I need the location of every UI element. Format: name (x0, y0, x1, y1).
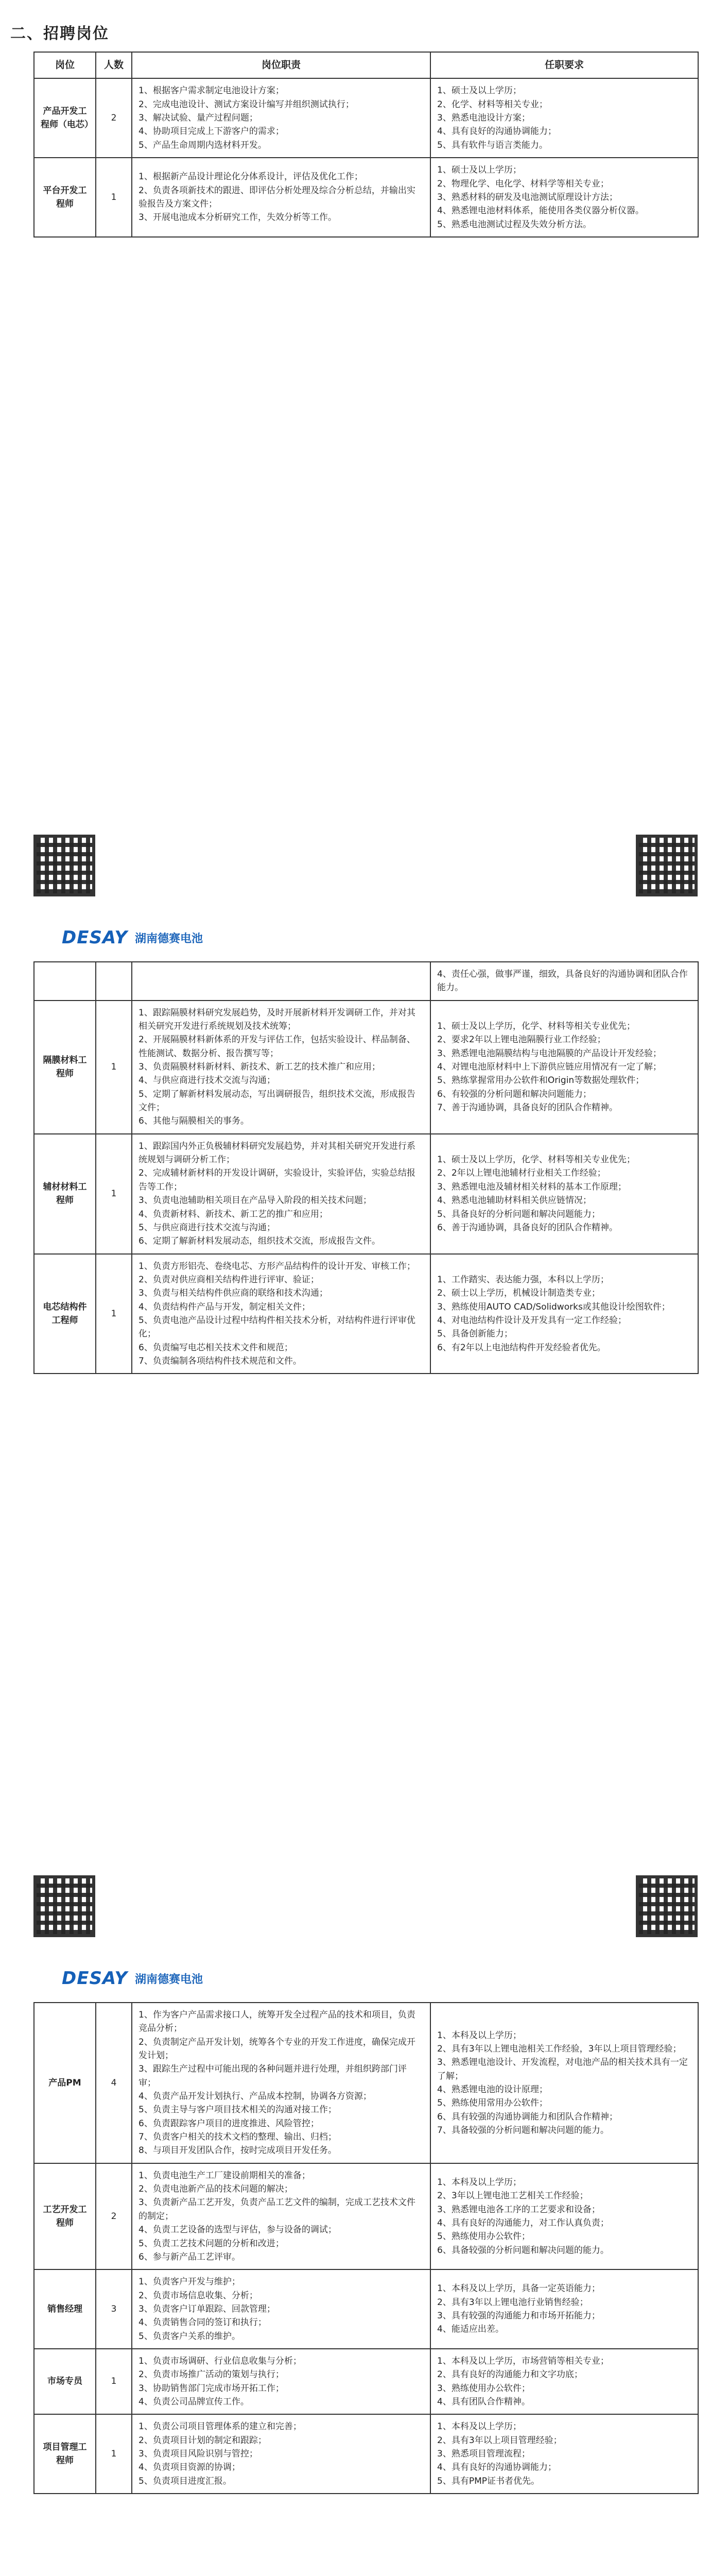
table-row (34, 2003, 698, 2163)
requirement-line: 4、能适应出差。 (437, 2324, 504, 2335)
section-title-positions: 二、招聘岗位 (10, 25, 109, 43)
continued-requirements (430, 962, 698, 1001)
duties-cell (132, 1001, 430, 1134)
logo-word: DESAY (62, 927, 128, 948)
requirement-line: 4、责任心强，做事严谨，细致，具备良好的沟通协调和团队合作能力。 (437, 969, 688, 993)
duty-line: 1、根据客户需求制定电池设计方案； (138, 86, 284, 96)
requirement-line: 7、具备较强的分析问题和解决问题的能力。 (437, 2125, 609, 2136)
duty-line: 2、负责市场信息收集、分析； (138, 2290, 258, 2301)
duty-line: 7、负责客户相关的技术文档的整理、输出、归档； (138, 2132, 337, 2143)
jobs-table-1 (33, 52, 699, 238)
position-name: 产品PM (34, 2003, 96, 2163)
duty-line: 2、负责电池新产品的技术问题的解决； (138, 2184, 293, 2195)
requirement-line: 3、具有较强的沟通能力和市场开拓能力； (437, 2311, 600, 2321)
duty-line: 1、负责电池生产工厂建设前期相关的准备； (138, 2170, 310, 2181)
duties-cell (132, 2163, 430, 2269)
headcount: 2 (96, 2163, 132, 2269)
jobs-table-2 (33, 961, 699, 1374)
headcount: 1 (96, 158, 132, 237)
table-row (34, 2349, 698, 2414)
requirement-line: 6、具有较强的沟通协调能力和团队合作精神； (437, 2111, 618, 2122)
qr-row-2 (33, 1875, 698, 1937)
requirement-line: 2、2年以上锂电池辅材行业相关工作经验； (437, 1168, 606, 1179)
requirement-line: 4、熟悉锂电池材料体系，能使用各类仪器分析仪器。 (437, 206, 644, 216)
requirement-line: 4、具有良好的沟通协调能力； (437, 126, 557, 137)
duty-line: 1、作为客户产品需求接口人，统筹开发全过程产品的技术和项目，负责竞品分析； (138, 2010, 415, 2034)
header-count: 人数 (96, 52, 132, 78)
duty-line: 5、负责电池产品设计过程中结构件相关技术分析，对结构件进行评审优化； (138, 1315, 415, 1340)
duty-line: 2、负责制定产品开发计划，统筹各个专业的开发工作进度，确保完成开发计划； (138, 2037, 415, 2061)
requirement-line: 2、化学、材料等相关专业； (437, 99, 548, 110)
duty-line: 3、解决试验、量产过程问题； (138, 113, 258, 124)
duty-line: 6、定期了解新材料发展动态，组织技术交流，形成报告文件。 (138, 1236, 380, 1247)
duty-line: 7、负责编制各项结构件技术规范和文件。 (138, 1355, 302, 1366)
requirement-line: 2、具有3年以上锂电池相关工作经验，3年以上项目管理经验； (437, 2043, 682, 2054)
requirement-line: 4、熟悉电池辅助材料相关供应链情况； (437, 1195, 592, 1206)
position-name: 项目管理工程师 (34, 2414, 96, 2494)
duty-line: 1、负责客户开发与维护； (138, 2277, 240, 2287)
requirements-cell (430, 1254, 698, 1374)
requirement-line: 3、熟悉锂电池及辅材相关材料的基本工作原理； (437, 1181, 627, 1192)
requirement-line: 5、具有软件与语言类能力。 (437, 140, 548, 150)
requirement-line: 3、熟悉锂电池各工序的工艺要求和设备； (437, 2204, 600, 2215)
requirement-line: 5、具备良好的分析问题和解决问题能力； (437, 1209, 600, 1219)
duty-line: 3、协助销售部门完成市场开拓工作； (138, 2383, 284, 2394)
requirement-line: 4、对锂电池原材料中上下游供应链应用情况有一定了解； (437, 1062, 662, 1073)
table-row (34, 78, 698, 158)
qr-row-1 (33, 835, 698, 896)
requirements-cell (430, 2269, 698, 2349)
requirement-line: 2、具有3年以上项目管理经验； (437, 2435, 562, 2446)
requirements-cell (430, 78, 698, 158)
requirement-line: 6、有较强的分析问题和解决问题能力； (437, 1089, 592, 1099)
duty-line: 4、负责项目资源的协调； (138, 2462, 240, 2473)
requirement-line: 5、具备创新能力； (437, 1329, 513, 1340)
page-1 (0, 21, 728, 238)
duty-line: 2、开展隔膜材料新体系的开发与评估工作，包括实验设计、样品制备、性能测试、数据分析、报告撰写等； (138, 1035, 415, 1059)
requirements-cell (430, 1001, 698, 1134)
duty-line: 3、负责隔膜材料新材料、新技术、新工艺的技术推广和应用； (138, 1062, 380, 1073)
duty-line: 5、与供应商进行技术交流与沟通； (138, 1222, 275, 1233)
duty-line: 4、负责公司品牌宣传工作。 (138, 2396, 249, 2407)
requirement-line: 5、熟悉电池测试过程及失效分析方法。 (437, 219, 592, 230)
duty-line: 3、负责客户订单跟踪、回款管理； (138, 2303, 275, 2314)
requirements-cell (430, 2414, 698, 2494)
duty-line: 5、负责主导与客户项目技术相关的沟通对接工作； (138, 2105, 337, 2115)
duties-cell (132, 2269, 430, 2349)
requirement-line: 4、具有良好的沟通协调能力； (437, 2462, 557, 2473)
table-row (34, 158, 698, 237)
duty-line: 2、完成电池设计、测试方案设计编写并组织测试执行； (138, 99, 354, 110)
duty-line: 8、与项目开发团队合作，按时完成项目开发任务。 (138, 2145, 337, 2156)
duties-cell (132, 2003, 430, 2163)
duty-line: 4、负责销售合同的签订和执行； (138, 2317, 267, 2328)
requirements-cell (430, 2003, 698, 2163)
headcount: 3 (96, 2269, 132, 2349)
position-name: 市场专员 (34, 2349, 96, 2414)
requirement-line: 5、具有PMP证书者优先。 (437, 2476, 540, 2486)
duty-line: 2、负责对供应商相关结构件进行评审、验证； (138, 1274, 319, 1285)
requirement-line: 6、善于沟通协调，具备良好的团队合作精神。 (437, 1222, 618, 1233)
requirement-line: 1、本科及以上学历，市场营销等相关专业； (437, 2355, 609, 2366)
requirement-line: 3、熟悉锂电池设计、开发流程，对电池产品的相关技术具有一定了解； (437, 2057, 688, 2081)
table-row (34, 2163, 698, 2269)
requirement-line: 1、工作踏实、表达能力强，本科以上学历； (437, 1274, 609, 1285)
headcount: 1 (96, 2414, 132, 2494)
requirement-line: 1、硕士及以上学历，化学、材料等相关专业优先； (437, 1155, 635, 1165)
requirement-line: 3、熟悉材料的研发及电池测试原理设计方法； (437, 192, 618, 202)
requirement-line: 1、本科及以上学历； (437, 2177, 522, 2188)
header-duties: 岗位职责 (132, 52, 430, 78)
requirement-line: 2、硕士以上学历，机械设计制造类专业； (437, 1288, 600, 1299)
desay-logo (62, 1968, 728, 1989)
requirement-line: 3、熟悉电池设计方案； (437, 113, 530, 124)
duty-line: 5、负责工艺技术问题的分析和改进； (138, 2238, 284, 2249)
requirement-line: 1、本科及以上学历； (437, 2421, 522, 2432)
requirement-line: 4、熟悉锂电池的设计原理； (437, 2084, 548, 2095)
headcount: 1 (96, 1001, 132, 1134)
position-name: 电芯结构件工程师 (34, 1254, 96, 1374)
duty-line: 2、负责各项新技术的跟进、即评估分析处理及综合分析总结，并输出实验报告及方案文件； (138, 185, 415, 210)
position-name: 辅材材料工程师 (34, 1134, 96, 1254)
duties-cell (132, 2349, 430, 2414)
requirement-line: 1、硕士及以上学历，化学、材料等相关专业优先； (437, 1021, 635, 1032)
position-name: 隔膜材料工程师 (34, 1001, 96, 1134)
requirement-line: 5、熟练使用常用办公软件； (437, 2098, 548, 2109)
table-row (34, 1134, 698, 1254)
requirement-line: 6、有2年以上电池结构件开发经验者优先。 (437, 1342, 606, 1353)
requirement-line: 3、熟练使用AUTO CAD/Solidworks或其他设计绘图软件； (437, 1301, 670, 1312)
duty-line: 4、负责结构件产品与开发，制定相关文件； (138, 1301, 310, 1312)
duty-line: 1、负责市场调研、行业信息收集与分析； (138, 2355, 302, 2366)
table-row (34, 1001, 698, 1134)
duty-line: 1、跟踪国内外正负极辅材料研究发展趋势，并对其相关研究开发进行系统规划与调研分析工作； (138, 1141, 415, 1165)
duty-line: 2、负责市场推广活动的策划与执行； (138, 2369, 284, 2380)
duty-line: 6、负责编写电芯相关技术文件和规范； (138, 1342, 293, 1353)
headcount: 1 (96, 1254, 132, 1374)
requirement-line: 2、具有3年以上锂电池行业销售经验； (437, 2297, 588, 2308)
qr-code-icon (636, 835, 698, 896)
requirement-line: 3、熟练使用办公软件； (437, 2383, 530, 2394)
duty-line: 1、负责方形铝壳、卷绕电芯、方形产品结构件的设计开发、审核工作； (138, 1261, 415, 1272)
requirements-cell (430, 158, 698, 237)
headcount: 1 (96, 2349, 132, 2414)
requirement-line: 1、硕士及以上学历； (437, 165, 522, 176)
duty-line: 1、负责公司项目管理体系的建立和完善； (138, 2421, 302, 2432)
desay-logo (62, 927, 728, 948)
duties-cell (132, 2414, 430, 2494)
requirement-line: 6、具备较强的分析问题和解决问题的能力。 (437, 2245, 609, 2256)
requirement-line: 2、具有良好的沟通能力和文字功底； (437, 2369, 583, 2380)
header-requirements: 任职要求 (430, 52, 698, 78)
duty-line: 3、跟踪生产过程中可能出现的各种问题并进行处理，并组织跨部门评审； (138, 2064, 407, 2088)
requirement-line: 1、本科及以上学历，具备一定英语能力； (437, 2283, 600, 2294)
duty-line: 3、负责与相关结构件供应商的联络和技术沟通； (138, 1288, 328, 1299)
duty-line: 1、根据新产品设计理论化分体系设计，评估及优化工作； (138, 172, 363, 182)
logo-sub: 湖南德赛电池 (134, 932, 203, 945)
requirement-line: 5、熟练使用办公软件； (437, 2231, 530, 2242)
duty-line: 2、完成辅材新材料的开发设计调研，实验设计，实验评估，实验总结报告等工作； (138, 1168, 415, 1192)
duty-line: 4、协助项目完成上下游客户的需求； (138, 126, 284, 137)
table-header-row (34, 52, 698, 78)
page-2 (0, 912, 728, 1374)
requirement-line: 7、善于沟通协调，具备良好的团队合作精神。 (437, 1103, 618, 1113)
headcount: 1 (96, 1134, 132, 1254)
requirement-line: 5、熟练掌握常用办公软件和Origin等数据处理软件； (437, 1075, 645, 1086)
table-row (34, 2269, 698, 2349)
requirement-line: 2、要求2年以上锂电池隔膜行业工作经验； (437, 1035, 606, 1045)
position-name: 工艺开发工程师 (34, 2163, 96, 2269)
requirement-line: 2、3年以上锂电池工艺相关工作经验； (437, 2191, 588, 2201)
duty-line: 3、负责电池辅助相关项目在产品导入阶段的相关技术问题； (138, 1195, 372, 1206)
duty-line: 1、跟踪隔膜材料研究发展趋势，及时开展新材料开发调研工作，并对其相关研究开发进行系统规划及技术统筹； (138, 1007, 415, 1032)
duty-line: 3、开展电池成本分析研究工作，失效分析等工作。 (138, 212, 337, 223)
requirements-cell (430, 2349, 698, 2414)
duty-line: 5、产品生命周期内选材料开发。 (138, 140, 267, 150)
duty-line: 5、负责客户关系的维护。 (138, 2331, 240, 2342)
duty-line: 2、负责项目计划的制定和跟踪； (138, 2435, 267, 2446)
duties-cell (132, 1254, 430, 1374)
duty-line: 5、负责项目进度汇报。 (138, 2476, 232, 2486)
requirement-line: 4、具有团队合作精神。 (437, 2396, 530, 2407)
requirement-line: 3、熟悉项目管理流程； (437, 2448, 530, 2459)
qr-code-icon (636, 1875, 698, 1937)
page-3 (0, 1953, 728, 2494)
requirement-line: 2、物理化学、电化学、材料学等相关专业； (437, 178, 609, 189)
requirement-line: 1、硕士及以上学历； (437, 86, 522, 96)
requirements-cell (430, 1134, 698, 1254)
requirements-cell (430, 2163, 698, 2269)
duty-line: 5、定期了解新材料发展动态，写出调研报告，组织技术交流，形成报告文件； (138, 1089, 415, 1113)
qr-code-icon (33, 1875, 95, 1937)
duty-line: 4、负责新材料、新技术、新工艺的推广和应用； (138, 1209, 328, 1219)
requirement-line: 3、熟悉锂电池隔膜结构与电池隔膜的产品设计开发经验； (437, 1048, 662, 1059)
table-row (34, 1254, 698, 1374)
headcount: 2 (96, 78, 132, 158)
duty-line: 4、与供应商进行技术交流与沟通； (138, 1075, 275, 1086)
logo-sub: 湖南德赛电池 (134, 1973, 203, 1986)
requirement-line: 4、具有良好的沟通能力，对工作认真负责； (437, 2217, 609, 2228)
duty-line: 4、负责产品开发计划执行、产品成本控制，协调各方资源； (138, 2091, 372, 2102)
headcount: 4 (96, 2003, 132, 2163)
duty-line: 3、负责新产品工艺开发，负责产品工艺文件的编制，完成工艺技术文件的制定； (138, 2197, 415, 2222)
duty-line: 6、负责跟踪客户项目的进度推进、风险管控； (138, 2118, 319, 2129)
duty-line: 6、其他与隔膜相关的事务。 (138, 1116, 249, 1127)
duty-line: 6、参与新产品工艺评审。 (138, 2251, 240, 2262)
logo-word: DESAY (62, 1968, 128, 1989)
position-name: 销售经理 (34, 2269, 96, 2349)
duties-cell (132, 78, 430, 158)
duties-cell (132, 1134, 430, 1254)
table-row (34, 962, 698, 1001)
requirement-line: 4、对电池结构件设计及开发具有一定工作经验； (437, 1315, 627, 1326)
position-name: 产品开发工程师（电芯） (34, 78, 96, 158)
qr-code-icon (33, 835, 95, 896)
table-row (34, 2414, 698, 2494)
position-name: 平台开发工程师 (34, 158, 96, 237)
duty-line: 3、负责项目风险识别与管控； (138, 2448, 258, 2459)
jobs-table-3 (33, 2002, 699, 2494)
requirement-line: 1、本科及以上学历； (437, 2030, 522, 2041)
duties-cell (132, 158, 430, 237)
header-position: 岗位 (34, 52, 96, 78)
duty-line: 4、负责工艺设备的选型与评估，参与设备的调试； (138, 2225, 337, 2235)
